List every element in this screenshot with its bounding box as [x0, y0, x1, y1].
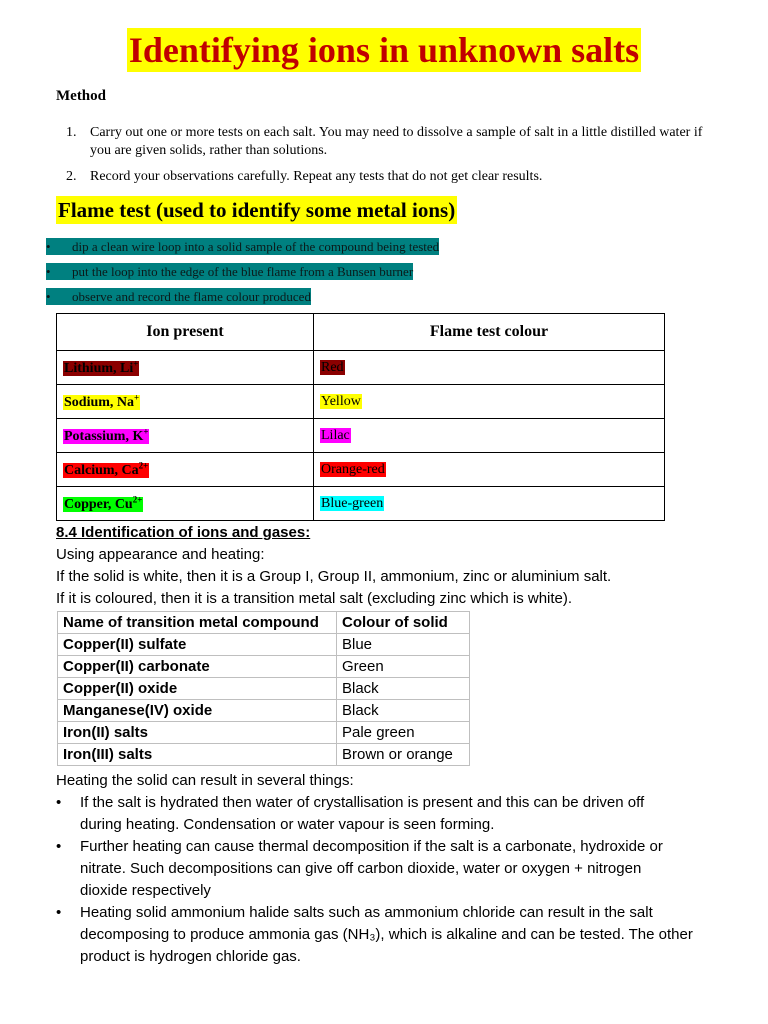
flame-colour: Lilac: [321, 427, 350, 443]
list-item-line: Heating solid ammonium halide salts such as ammonium chloride can result in the salt: [80, 904, 653, 921]
ion-highlight: [63, 426, 149, 444]
ion-cell: [57, 487, 314, 521]
page-title: Identifying ions in unknown salts: [128, 30, 640, 70]
table-row: [58, 634, 470, 656]
table-row: [58, 678, 470, 700]
paragraph-line: Using appearance and heating:: [56, 546, 265, 563]
column-header: Name of transition metal compound: [58, 612, 337, 634]
table-row: [57, 385, 665, 419]
method-step: [66, 168, 716, 186]
list-item-line: If the salt is hydrated then water of crystallisation is present and this can be driven off: [80, 794, 645, 811]
colour-cell: [314, 419, 665, 453]
compound-name: Copper(II) sulfate: [58, 634, 337, 656]
ion-highlight: [63, 494, 143, 512]
table-row: [57, 453, 665, 487]
table-header-row: [57, 314, 665, 351]
paragraph-line: If the solid is white, then it is a Group I, Group II, ammonium, zinc or aluminium salt.: [56, 568, 612, 585]
table-row: [58, 700, 470, 722]
flame-bullet-text: put the loop into the edge of the blue flame from a Bunsen burner: [72, 264, 414, 279]
ion-charge: 2+: [138, 460, 149, 471]
column-header: Flame test colour: [314, 314, 665, 351]
flame-bullet-text: dip a clean wire loop into a solid sample of the compound being tested: [72, 239, 440, 254]
ion-highlight: [63, 392, 140, 410]
bullet-icon: •: [56, 838, 62, 855]
compound-name: Iron(II) salts: [58, 722, 337, 744]
bullet-icon: •: [46, 239, 51, 254]
colour-cell: [314, 453, 665, 487]
flame-colour: Orange-red: [321, 461, 385, 477]
solid-colour: Black: [337, 700, 470, 722]
list-item-line: decomposing to produce ammonia gas (NH₃), which is alkaline and can be tested. The other: [80, 926, 693, 943]
ion-cell: [57, 453, 314, 487]
ion-name: Lithium, Li: [64, 360, 134, 376]
table-row: [58, 722, 470, 744]
list-item-line: Further heating can cause thermal decomposition if the salt is a carbonate, hydroxide or: [80, 838, 663, 855]
ion-cell: [57, 385, 314, 419]
list-item-text: [80, 902, 693, 968]
ion-name: Calcium, Ca: [64, 462, 139, 478]
table-header-row: [58, 612, 470, 634]
list-item: [56, 792, 756, 836]
ion-name: Potassium, K: [64, 428, 144, 444]
solid-colour: Pale green: [337, 722, 470, 744]
compound-name: Manganese(IV) oxide: [58, 700, 337, 722]
step-text: Record your observations carefully. Repeat any tests that do not get clear results.: [90, 169, 543, 184]
flame-colour: Red: [321, 359, 344, 375]
heating-intro: Heating the solid can result in several things:: [56, 772, 354, 789]
ion-charge: 2+: [132, 494, 143, 505]
solid-colour: Blue: [337, 634, 470, 656]
method-steps: [66, 124, 716, 194]
ion-name: Copper, Cu: [64, 496, 133, 512]
flame-bullet: [46, 263, 413, 280]
solid-colour: Brown or orange: [337, 744, 470, 766]
step-text: Carry out one or more tests on each salt. You may need to dissolve a sample of salt in a little distilled water if you are given solids, rather than solutions.: [90, 125, 703, 158]
flame-bullet-text: observe and record the flame colour produced: [72, 289, 311, 304]
bullet-icon: •: [56, 794, 62, 811]
ion-highlight: [63, 460, 149, 478]
list-item-line: dioxide respectively: [80, 882, 211, 899]
section-heading: 8.4 Identification of ions and gases:: [56, 524, 311, 541]
bullet-icon: •: [46, 289, 51, 304]
solid-colour: Green: [337, 656, 470, 678]
table-row: [57, 487, 665, 521]
ion-charge: +: [143, 426, 149, 437]
ion-cell: [57, 351, 314, 385]
flame-bullet: [46, 238, 439, 255]
list-item-text: [80, 836, 663, 902]
ion-highlight: [63, 358, 139, 376]
step-number: 1.: [66, 125, 77, 140]
colour-cell: [314, 487, 665, 521]
bullet-icon: •: [56, 904, 62, 921]
flame-colour: Yellow: [321, 393, 361, 409]
ion-cell: [57, 419, 314, 453]
compound-name: Iron(III) salts: [58, 744, 337, 766]
heating-bullet-list: [56, 792, 756, 968]
flame-colour: Blue-green: [321, 495, 384, 511]
table-row: [57, 351, 665, 385]
list-item: [56, 902, 756, 968]
flame-bullet: [46, 288, 311, 305]
method-step: [66, 124, 716, 160]
flame-test-heading: Flame test (used to identify some metal ions): [58, 198, 456, 222]
column-header: Colour of solid: [337, 612, 470, 634]
step-number: 2.: [66, 169, 77, 184]
paragraph-line: If it is coloured, then it is a transition metal salt (excluding zinc which is white).: [56, 590, 573, 607]
table-row: [58, 656, 470, 678]
list-item-line: nitrate. Such decompositions can give off carbon dioxide, water or oxygen + nitrogen: [80, 860, 642, 877]
list-item-line: product is hydrogen chloride gas.: [80, 948, 301, 965]
compound-name: Copper(II) oxide: [58, 678, 337, 700]
transition-metal-table: [57, 611, 470, 766]
table-row: [57, 419, 665, 453]
compound-name: Copper(II) carbonate: [58, 656, 337, 678]
table-row: [58, 744, 470, 766]
column-header: Ion present: [57, 314, 314, 351]
list-item: [56, 836, 756, 902]
colour-cell: [314, 351, 665, 385]
solid-colour: Black: [337, 678, 470, 700]
bullet-icon: •: [46, 264, 51, 279]
ion-name: Sodium, Na: [64, 394, 135, 410]
ion-charge: +: [133, 358, 139, 369]
list-item-line: during heating. Condensation or water vapour is seen forming.: [80, 816, 495, 833]
colour-cell: [314, 385, 665, 419]
method-heading: Method: [56, 88, 106, 104]
ion-charge: +: [134, 392, 140, 403]
list-item-text: [80, 792, 644, 836]
flame-test-table: [56, 313, 665, 521]
